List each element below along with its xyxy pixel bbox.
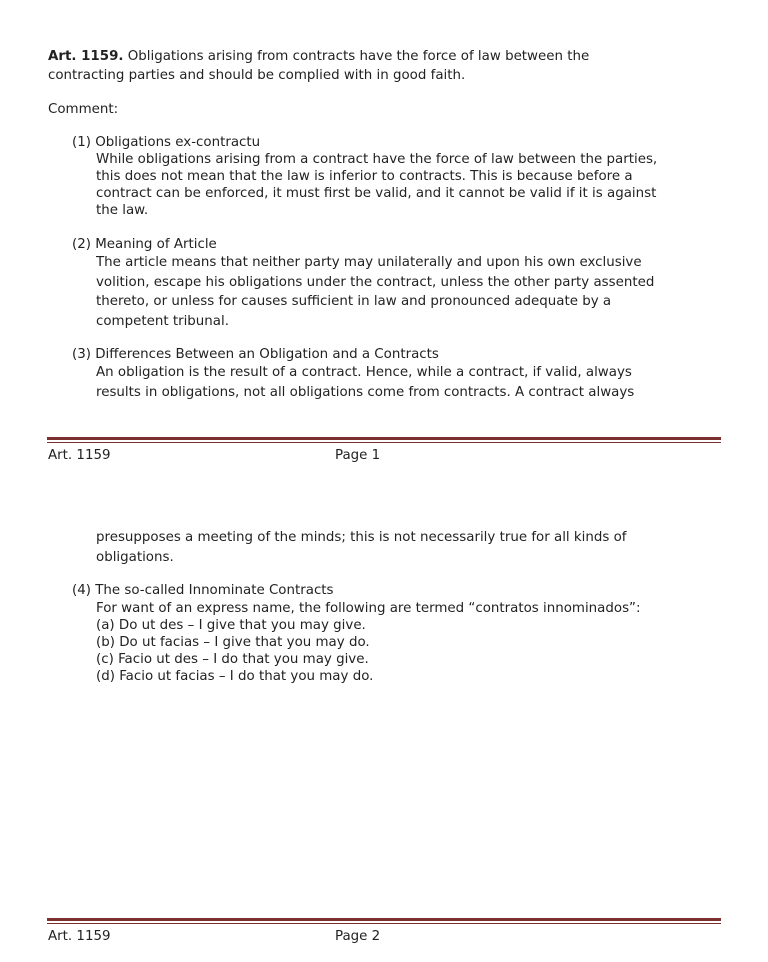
article-heading <box>48 48 589 65</box>
item-2-line: volition, escape his obligations under the contract, unless the other party assented <box>96 274 655 290</box>
footer-article-page2: Art. 1159 <box>48 929 111 944</box>
continuation-line: obligations. <box>96 550 174 565</box>
item-1-line: While obligations arising from a contract have the force of law between the parties, <box>96 152 658 167</box>
item-1-line: this does not mean that the law is inferior to contracts. This is because before a <box>96 169 633 184</box>
footer-rule-page2 <box>47 918 721 924</box>
footer-page-number-page2: Page 2 <box>335 929 381 944</box>
article-text-line2: contracting parties and should be complied with in good faith. <box>48 68 466 83</box>
item-body-1 <box>96 151 657 219</box>
innominate-list-item: (d) Facio ut facias – I do that you may do. <box>96 669 374 684</box>
innominate-list <box>96 617 373 685</box>
item-1-line: the law. <box>96 203 149 218</box>
item-3-line: results in obligations, not all obligations come from contracts. A contract always <box>96 384 635 400</box>
item-heading-4: (4) The so-called Innominate Contracts <box>72 583 334 598</box>
continuation-text <box>96 528 627 568</box>
item-heading-1: (1) Obligations ex-contractu <box>72 135 261 150</box>
item-3-line: An obligation is the result of a contract. Hence, while a contract, if valid, always <box>96 365 632 380</box>
item-1-line: contract can be enforced, it must first be valid, and it cannot be valid if it is against <box>96 186 657 201</box>
item-2-line: The article means that neither party may unilaterally and upon his own exclusive <box>96 255 642 270</box>
footer-page-number-page1: Page 1 <box>335 448 381 463</box>
item-heading-2: (2) Meaning of Article <box>72 237 217 252</box>
article-text-line1: Obligations arising from contracts have the force of law between the <box>123 49 590 64</box>
innominate-list-item: (a) Do ut des – I give that you may give. <box>96 618 366 633</box>
item-body-4 <box>96 600 641 617</box>
footer-article-page1: Art. 1159 <box>48 448 111 463</box>
innominate-list-item: (b) Do ut facias – I give that you may do. <box>96 635 370 650</box>
continuation-line: presupposes a meeting of the minds; this is not necessarily true for all kinds of <box>96 530 627 545</box>
item-body-2 <box>96 253 654 332</box>
item-2-line: competent tribunal. <box>96 314 229 330</box>
item-2-line: thereto, or unless for causes sufficient in law and pronounced adequate by a <box>96 294 612 310</box>
item-4-line: For want of an express name, the following are termed “contratos innominados”: <box>96 601 641 616</box>
item-body-3 <box>96 363 634 402</box>
item-heading-3: (3) Differences Between an Obligation and a Contracts <box>72 347 439 362</box>
innominate-list-item: (c) Facio ut des – I do that you may give. <box>96 652 369 667</box>
footer-rule-page1 <box>47 437 721 443</box>
comment-label: Comment: <box>48 102 119 117</box>
article-label: Art. 1159. <box>48 49 124 64</box>
